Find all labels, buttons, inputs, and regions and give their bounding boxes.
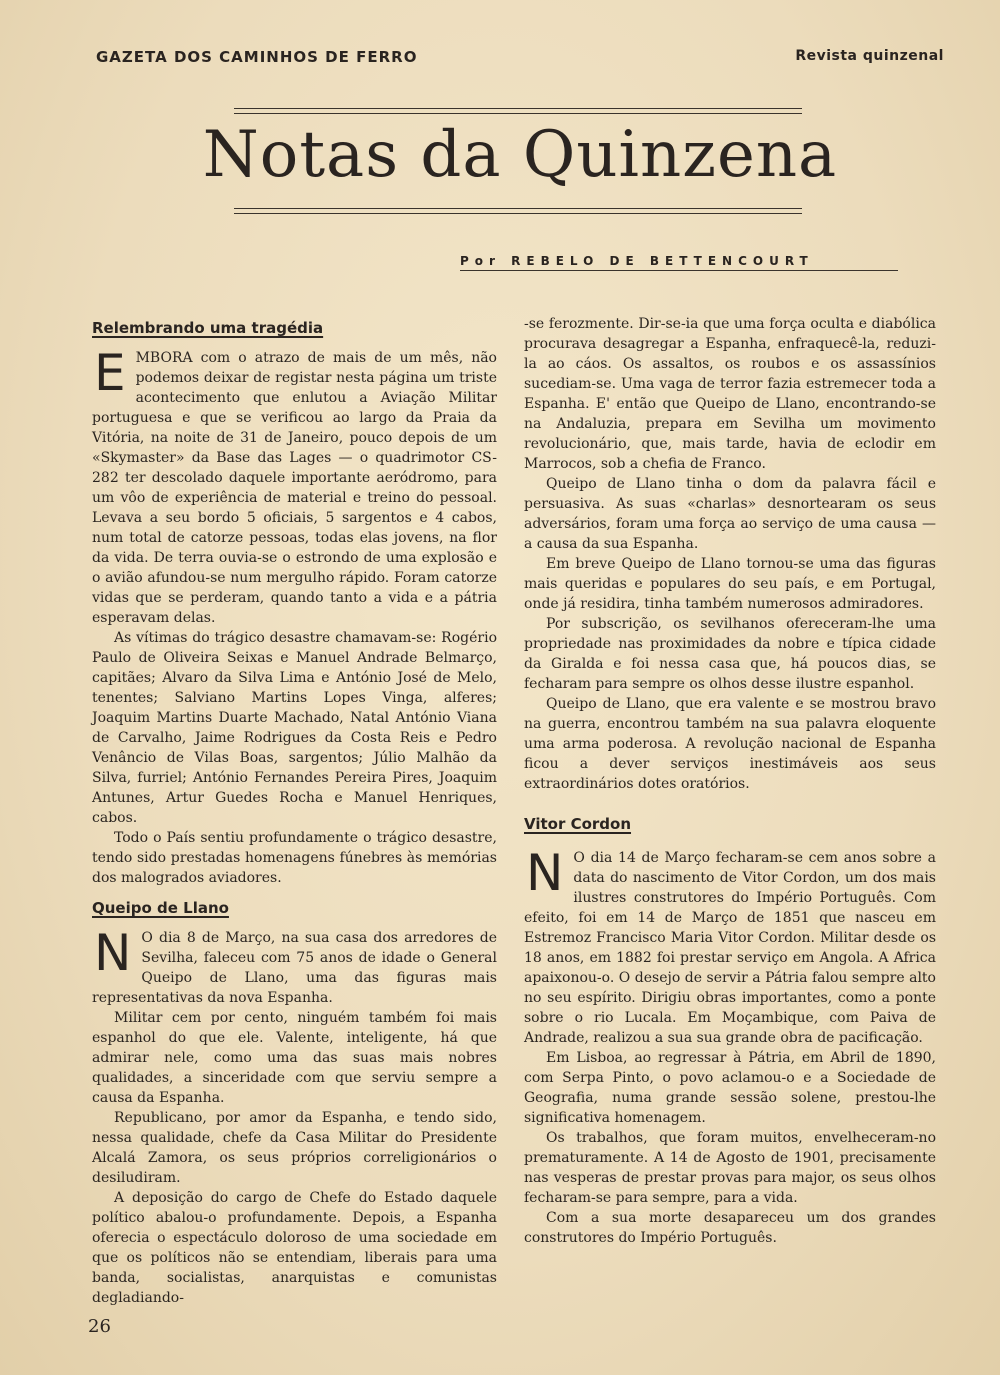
paragraph-text: O dia 14 de Março fecharam-se cem anos sobre a data do nascimento de Vitor Cordon, um dos mais ilustres construtores do Império Português. Com efeito, foi em 14 de Março de 1851 que nasceu em Estremoz Francisco Maria Vitor Cordon. Militar desde os 18 anos, em 1882 foi prestar serviço em Angola. A Africa apaixonou-o. O desejo de servir a Pátria falou sempre alto no seu espírito. Dirigiu obras importantes, como a ponte sobre o rio Lucala. Em Moçambique, com Paiva de Andrade, realizou a sua sua grande obra de pacificação. — [524, 850, 936, 1046]
paragraph: As vítimas do trágico desastre chamavam-se: Rogério Paulo de Oliveira Seixas e Manuel Andrade Belmarço, capitães; Alvaro da Silva Lima e António José de Melo, tenentes; Salviano Martins Lopes Vinga, alferes; Joaquim Martins Duarte Machado, Natal António Viana de Carvalho, Jaime Rodrigues da Costa Reis e Pedro Venâncio de Vilas Boas, sargentos; Júlio Malhão da Silva, furriel; António Fernandes Pereira Pires, Joaquim Antunes, Artur Guedes Rocha e Manuel Henriques, cabos. — [92, 630, 497, 826]
paragraph — [524, 844, 936, 1048]
page-number: 26 — [88, 1316, 111, 1337]
running-head — [96, 48, 944, 72]
paragraph: Os trabalhos, que foram muitos, envelheceram-no prematuramente. A 14 de Agosto de 1901, precisamente nas vesperas de prestar provas para major, os seus olhos fecharam-se para sempre, para a vida. — [524, 1130, 936, 1206]
title-rule-top — [234, 108, 802, 114]
drop-cap: N — [526, 844, 564, 902]
paragraph: Por subscrição, os sevilhanos ofereceram-lhe uma propriedade nas proximidades da nobre e típica cidade da Giralda e foi nessa casa que, há poucos dias, se fecharam para sempre os olhos desse ilustre espanhol. — [524, 616, 936, 692]
section-heading: Relembrando uma tragédia — [92, 319, 324, 337]
section-queipo — [92, 898, 497, 928]
title-rule-bottom — [234, 208, 802, 214]
byline: Por REBELO DE BETTENCOURT — [460, 254, 814, 268]
journal-subtitle: Revista quinzenal — [795, 48, 944, 64]
paragraph — [92, 344, 497, 628]
paragraph-text: MBORA com o atrazo de mais de um mês, não podemos deixar de registar nesta página um triste acontecimento que enlutou a Aviação Militar portuguesa e que se verificou ao largo da Praia da Vitória, na noite de 31 de Janeiro, pouco depois de um «Skymaster» da Base das Lages — o quadrimotor CS-282 ter descolado daquele importante aeródromo, para um vôo de experiência de material e treino do pessoal. Levava a seu bordo 5 oficiais, 5 sargentos e 4 cabos, num total de catorze pessoas, todas elas jovens, na flor da vida. De terra ouvia-se o estrondo de uma explosão e o avião afundou-se num mergulho rápido. Foram catorze vidas que se perderam, quando tanto a vida e a pátria esperavam delas. — [92, 350, 497, 626]
paragraph: A deposição do cargo de Chefe do Estado daquele político abalou-o profundamente. Depois, a Espanha oferecia o espectáculo doloroso de uma sociedade em que os políticos não se entendiam, liberais para uma banda, socialistas, anarquistas e comunistas degladiando- — [92, 1190, 497, 1306]
section-cordon — [524, 814, 936, 844]
page-title: Notas da Quinzena — [202, 118, 838, 192]
drop-cap: N — [94, 924, 132, 982]
paragraph: Queipo de Llano tinha o dom da palavra fácil e persuasiva. As suas «charlas» desnortearam os seus adversários, foram uma força ao serviço de uma causa — a causa da sua Espanha. — [524, 476, 936, 552]
byline-rule — [460, 270, 898, 271]
paragraph: Militar cem por cento, ninguém também foi mais espanhol do que ele. Valente, inteligente, há que admirar nele, como uma das suas mais nobres qualidades, a sinceridade com que serviu sempre a causa da Espanha. — [92, 1010, 497, 1106]
drop-cap: E — [94, 344, 126, 402]
section-heading: Queipo de Llano — [92, 899, 229, 917]
paragraph: -se ferozmente. Dir-se-ia que uma força oculta e diabólica procurava desagregar a Espanha, enfraquecê-la, reduzi-la ao cáos. Os assaltos, os roubos e os assassínios sucediam-se. Uma vaga de terror fazia estremecer toda a Espanha. E' então que Queipo de Llano, encontrando-se na Andaluzia, prepara em Sevilha um movimento revolucionário, que, mais tarde, havia de eclodir em Marrocos, sob a chefia de Franco. — [524, 316, 936, 472]
journal-title: GAZETA DOS CAMINHOS DE FERRO — [96, 48, 418, 66]
paragraph — [92, 924, 497, 1008]
paragraph: Republicano, por amor da Espanha, e tendo sido, nessa qualidade, chefe da Casa Militar do Presidente Alcalá Zamora, os seus próprios correligionários o desiludiram. — [92, 1110, 497, 1186]
paragraph: Em Lisboa, ao regressar à Pátria, em Abril de 1890, com Serpa Pinto, o povo aclamou-o e a Sociedade de Geografia, numa grande sessão solene, prestou-lhe significativa homenagem. — [524, 1050, 936, 1126]
paragraph: Em breve Queipo de Llano tornou-se uma das figuras mais queridas e populares do seu país, e em Portugal, onde já residira, tinha também numerosos admiradores. — [524, 556, 936, 612]
left-column — [92, 310, 497, 1308]
paragraph: Queipo de Llano, que era valente e se mostrou bravo na guerra, encontrou também na sua palavra eloquente uma arma poderosa. A revolução nacional de Espanha ficou a dever serviços inestimáveis aos seus extraordinários dotes oratórios. — [524, 696, 936, 792]
paragraph: Todo o País sentiu profundamente o trágico desastre, tendo sido prestadas homenagens fúnebres às memórias dos malogrados aviadores. — [92, 830, 497, 886]
right-column — [524, 314, 936, 1248]
paragraph: Com a sua morte desapareceu um dos grandes construtores do Império Português. — [524, 1210, 936, 1246]
section-heading: Vitor Cordon — [524, 815, 632, 833]
section-relembrando — [92, 318, 497, 348]
paragraph-text: O dia 8 de Março, na sua casa dos arredores de Sevilha, faleceu com 75 anos de idade o General Queipo de Llano, uma das figuras mais representativas da nova Espanha. — [92, 930, 497, 1006]
